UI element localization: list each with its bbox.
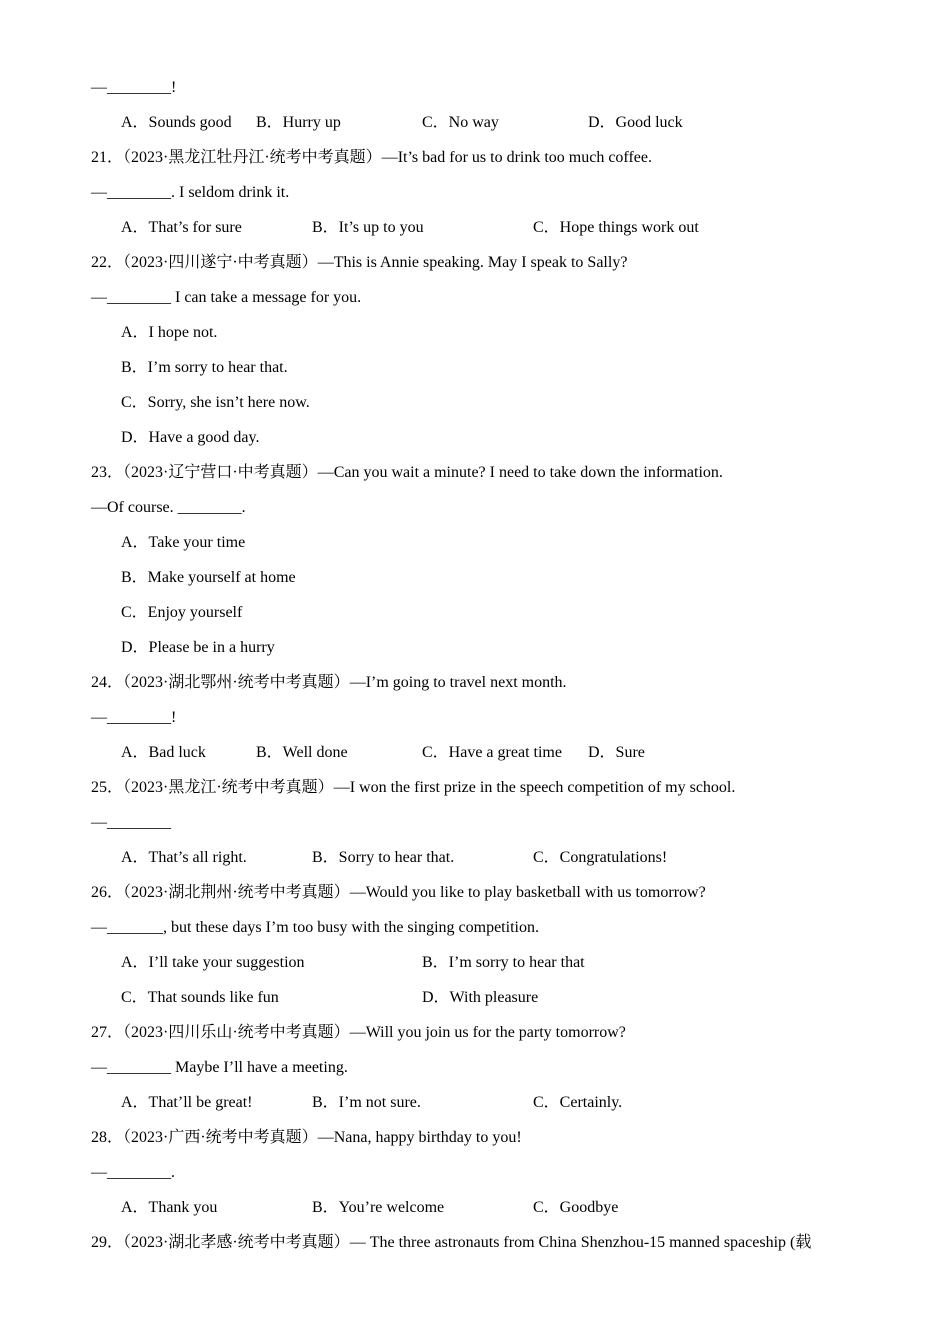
question-text: — The three astronauts from China Shenzhou-15 manned spaceship (载 [349,1234,812,1251]
option-b: B．I’m sorry to hear that [422,954,585,971]
option-c: C．Goodbye [533,1199,619,1216]
answer-line: —________. I seldom drink it. [91,184,290,201]
option-c: C．Certainly. [533,1094,623,1111]
question-23-stem [91,463,723,483]
answer-line: —________! [91,709,177,726]
question-number: 24． [91,674,124,691]
option-a: A．Sounds good [121,114,232,131]
question-24-stem [91,673,567,693]
question-source: （2023·黑龙江牡丹江·统考中考真题） [123,149,382,166]
option-b: B．Make yourself at home [121,569,296,586]
question-source: （2023·湖北鄂州·统考中考真题） [123,674,350,691]
answer-line: —Of course. ________. [91,499,246,516]
question-source: （2023·湖北荆州·统考中考真题） [123,884,350,901]
question-28-stem [91,1128,522,1148]
option-b: B．Well done [256,744,348,761]
answer-line: —________! [91,79,177,96]
question-number: 22． [91,254,124,271]
question-source: （2023·黑龙江·统考中考真题） [123,779,334,796]
question-text: —Can you wait a minute? I need to take down the information. [317,464,723,481]
question-text: —Would you like to play basketball with us tomorrow? [349,884,706,901]
option-c: C．That sounds like fun [121,989,279,1006]
question-number: 27． [91,1024,124,1041]
option-a: A．Take your time [121,534,246,551]
option-d: D．Sure [588,744,645,761]
option-c: C．Hope things work out [533,219,699,236]
option-d: D．Have a good day. [121,429,260,446]
question-22-stem [91,253,627,273]
question-number: 29． [91,1234,124,1251]
question-number: 25． [91,779,124,796]
answer-line: —_______, but these days I’m too busy with the singing competition. [91,919,539,936]
option-b: B．It’s up to you [312,219,424,236]
option-a: A．That’s for sure [121,219,242,236]
question-text: —Nana, happy birthday to you! [317,1129,522,1146]
question-text: —It’s bad for us to drink too much coffee. [381,149,652,166]
option-d: D．Please be in a hurry [121,639,275,656]
question-number: 26． [91,884,124,901]
option-b: B．You’re welcome [312,1199,445,1216]
option-d: D．Good luck [588,114,683,131]
option-a: A．Thank you [121,1199,218,1216]
option-c: C．Sorry, she isn’t here now. [121,394,310,411]
answer-line: —________ [91,814,171,831]
question-29-stem [91,1233,811,1253]
question-number: 23． [91,464,124,481]
option-b: B．Hurry up [256,114,341,131]
question-source: （2023·广西·统考中考真题） [123,1129,318,1146]
question-source: （2023·四川遂宁·中考真题） [123,254,318,271]
question-text: —I’m going to travel next month. [349,674,567,691]
question-25-stem [91,778,735,798]
question-number: 21． [91,149,124,166]
option-c: C．No way [422,114,499,131]
question-26-stem [91,883,706,903]
option-b: B．Sorry to hear that. [312,849,455,866]
answer-line: —________ Maybe I’ll have a meeting. [91,1059,348,1076]
option-c: C．Enjoy yourself [121,604,243,621]
option-b: B．I’m sorry to hear that. [121,359,288,376]
option-b: B．I’m not sure. [312,1094,421,1111]
option-a: A．I hope not. [121,324,218,341]
option-a: A．That’s all right. [121,849,247,866]
option-d: D．With pleasure [422,989,539,1006]
question-number: 28． [91,1129,124,1146]
answer-line: —________ I can take a message for you. [91,289,362,306]
option-a: A．That’ll be great! [121,1094,253,1111]
option-c: C．Congratulations! [533,849,668,866]
question-27-stem [91,1023,626,1043]
question-source: （2023·湖北孝感·统考中考真题） [123,1234,350,1251]
question-source: （2023·四川乐山·统考中考真题） [123,1024,350,1041]
option-a: A．Bad luck [121,744,206,761]
question-text: —This is Annie speaking. May I speak to Sally? [317,254,628,271]
question-text: —I won the first prize in the speech competition of my school. [333,779,736,796]
question-source: （2023·辽宁营口·中考真题） [123,464,318,481]
answer-line: —________. [91,1164,175,1181]
question-text: —Will you join us for the party tomorrow? [349,1024,626,1041]
question-21-stem [91,148,652,168]
option-c: C．Have a great time [422,744,562,761]
option-a: A．I’ll take your suggestion [121,954,305,971]
